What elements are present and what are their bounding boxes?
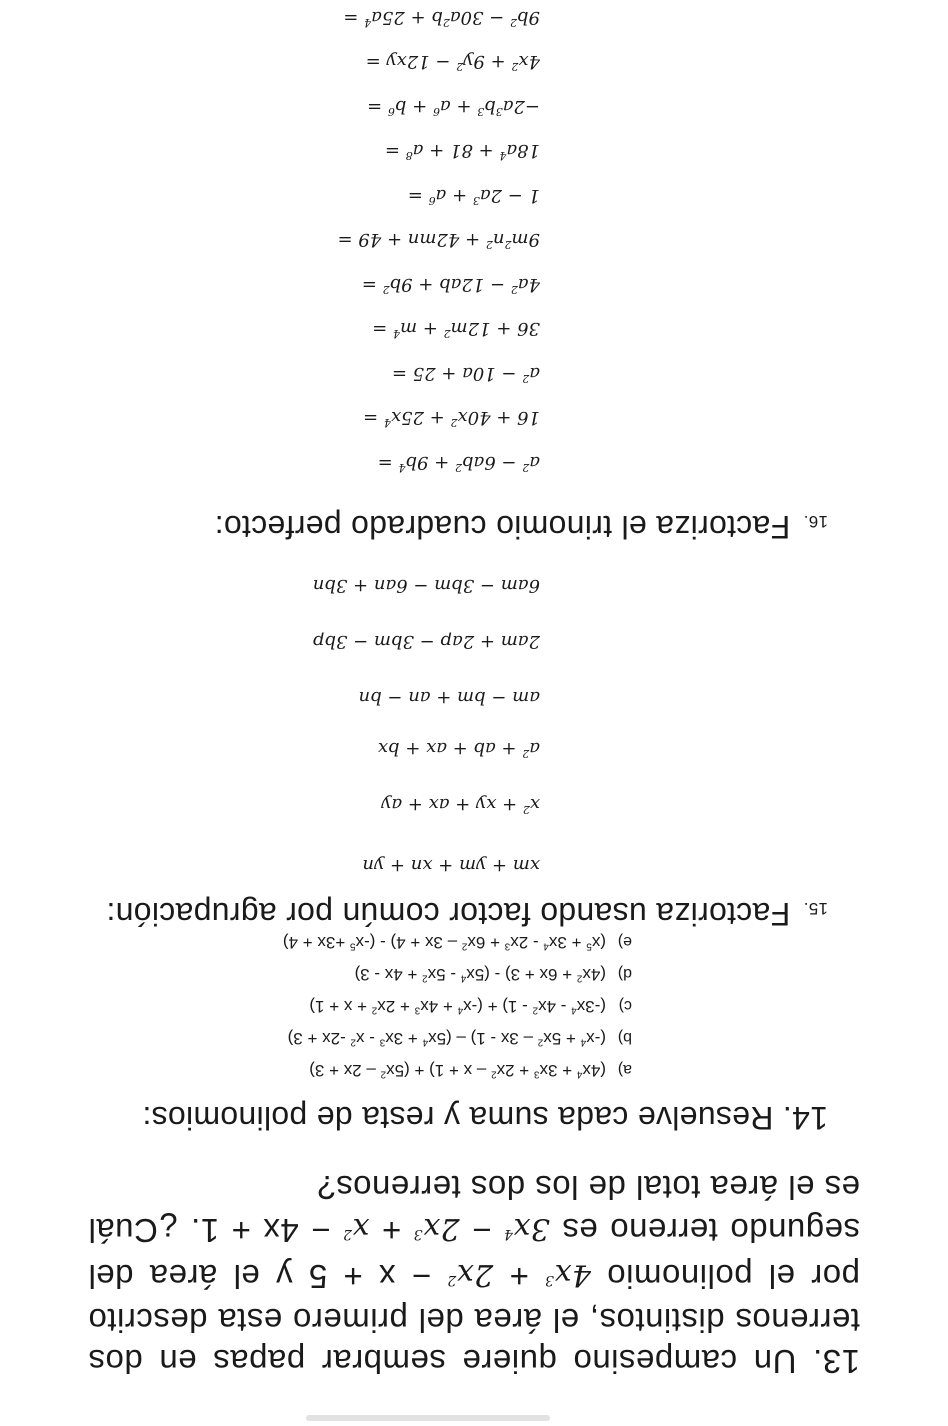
section-14-title: Resuelve cada suma y resta de polinomios: bbox=[142, 1100, 774, 1136]
scrollbar-thumb[interactable] bbox=[306, 1415, 550, 1421]
section-14-list bbox=[283, 930, 632, 1090]
item-expression: $(4x^2 + 6x + 3) - (5x^4 - 5x^2 + 4x - 3)$ bbox=[354, 965, 606, 985]
section-16-heading bbox=[214, 502, 828, 546]
section-16-expression: $a^2 - 6ab^2 + 9b^4$ = bbox=[377, 452, 540, 474]
section-16-expression: $1 - 2a^3 + a^6$ = bbox=[407, 185, 540, 207]
section-16-expression: $4a^2 - 12ab + 9b^2$ = bbox=[361, 274, 540, 296]
section-15-expression: am − bm + an − bn bbox=[358, 687, 540, 708]
item-letter: d) bbox=[617, 965, 632, 983]
item-letter: a) bbox=[617, 1061, 632, 1079]
item-expression: $(x^5 + 3x^4 - 2x^3 + 6x^2 - 3x + 4) - (-x^5 +3x + 4)$ bbox=[282, 933, 606, 953]
section-16-expression: $-2a^3b^3 + a^6 + b^6$ = bbox=[367, 96, 540, 118]
section-15-heading bbox=[106, 889, 828, 933]
section-16-number: 16. bbox=[803, 512, 828, 531]
section-14-number: 14. bbox=[782, 1100, 828, 1136]
section-16-expression: $9m^2n^2 + 42mn + 49$ = bbox=[337, 229, 540, 252]
section-14-item bbox=[283, 994, 632, 1026]
section-16-expression: $9b^2 - 30a^2b + 25a^4$ = bbox=[343, 7, 540, 29]
problem-13-text: 13. Un campesino quiere sembrar papas en dos terrenos distintos, el área del primero esta descrito por el polinomio $4x^3 + 2x^2 - x + 5$ y el área del segundo terreno es $3x^4 - 2x^3 + x^2 - 4x + 1$. ¿Cuál es el área total de los dos terrenos? bbox=[87, 1169, 860, 1380]
section-16-expression: $4x^2 + 9y^2 - 12xy$ = bbox=[365, 51, 540, 74]
section-15-list bbox=[313, 557, 540, 893]
item-letter: c) bbox=[618, 997, 632, 1015]
section-16-list bbox=[338, 0, 540, 489]
section-15-number: 15. bbox=[803, 899, 828, 918]
section-14-item bbox=[283, 930, 632, 962]
section-15-expression: 6am − 3bm − 6an + 3bn bbox=[312, 575, 540, 596]
item-letter: e) bbox=[617, 933, 632, 951]
item-expression: $(-x^4 + 5x^2 - 3x - 1) - (5x^4 + 3x^3 - x^2$ -2x + 3) bbox=[287, 1029, 606, 1049]
section-16-expression: $16 + 40x^2 + 25x^4$ = bbox=[363, 407, 540, 430]
item-expression: $(-3x^4 - 4x^2 - 1) + (-x^4 + 4x^3 + 2x^2 + x + 1)$ bbox=[309, 997, 606, 1017]
section-16-expression: $18a^4 + 81 + a^8$ = bbox=[384, 140, 540, 163]
section-14-heading bbox=[142, 1099, 828, 1137]
section-16-expression: $36 + 12m^2 + m^4$ = bbox=[372, 318, 540, 341]
section-14-item bbox=[283, 1026, 632, 1058]
section-15-expression: xm + ym + xn + yn bbox=[362, 855, 540, 876]
section-16-title: Factoriza el trinomio cuadrado perfecto: bbox=[214, 509, 791, 545]
section-14-item bbox=[283, 962, 632, 994]
item-expression: $(4x^4 + 3x^3 + 2x^2 - x + 1) + (5x^2 - 2x + 3)$ bbox=[309, 1061, 606, 1081]
item-letter: b) bbox=[617, 1029, 632, 1047]
section-15-expression: $a^2$ + ab + ax + bx bbox=[377, 738, 540, 760]
section-15-title: Factoriza usando factor común por agrupación: bbox=[106, 896, 791, 932]
section-15-expression: $x^2$ + xy + ax + ay bbox=[381, 794, 540, 816]
section-16-expression: $a^2 - 10a + 25$ = bbox=[391, 363, 540, 385]
section-14-item bbox=[283, 1058, 632, 1090]
section-15-expression: 2am + 2ap − 3bm − 3bp bbox=[312, 631, 540, 652]
